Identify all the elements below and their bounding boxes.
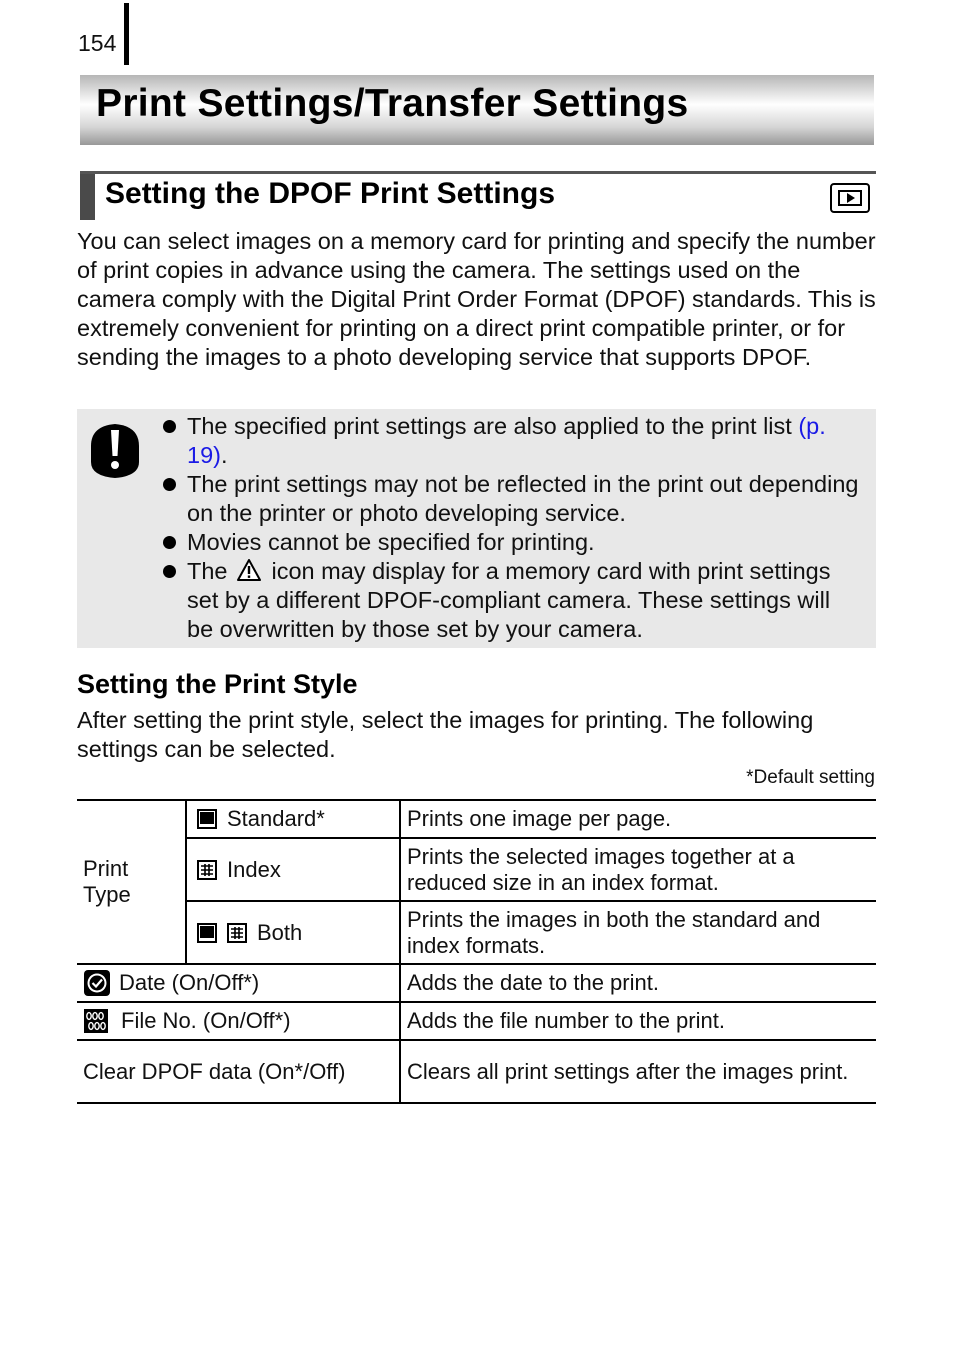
- section-intro: You can select images on a memory card for printing and specify the number of print copies in advance using the camera. The settings used on the camera comply with the Digital Print Order Format (DPOF) standards. This is extremely convenient for printing on a direct print compatible printer, or for sending the images to a photo developing service that supports DPOF.: [77, 228, 876, 370]
- option-label: File No. (On/Off*): [121, 1008, 291, 1033]
- caution-list: [161, 412, 861, 644]
- file-number-icon: [83, 1008, 109, 1034]
- bullet-icon: [163, 420, 176, 433]
- print-style-intro: After setting the print style, select the images for printing. The following settings can be selected.: [77, 707, 814, 762]
- caution-text: Movies cannot be specified for printing.: [187, 529, 595, 555]
- page-number: 154: [78, 30, 117, 56]
- standard-print-icon: [197, 809, 217, 829]
- chapter-title: Print Settings/Transfer Settings: [96, 82, 689, 125]
- playback-mode-icon: [830, 183, 870, 213]
- bullet-icon: [163, 565, 176, 578]
- description-cell: Adds the file number to the print.: [400, 1002, 876, 1040]
- chapter-header: [80, 75, 874, 145]
- table-row: [77, 800, 876, 838]
- option-label: Standard*: [227, 806, 325, 831]
- option-label: Index: [227, 856, 281, 882]
- description-cell: Prints the selected images together at a reduced size in an index format.: [400, 838, 876, 901]
- option-cell: [186, 838, 400, 901]
- caution-item-printer-dependency: [161, 470, 861, 528]
- description-cell: Adds the date to the print.: [400, 964, 876, 1002]
- caution-text-end: icon may display for a memory card with print settings set by a different DPOF-compliant camera. These settings will be overwritten by those set by your camera.: [187, 558, 831, 642]
- table-row: [77, 1002, 876, 1040]
- caution-item-print-list: [161, 412, 861, 470]
- playback-triangle-icon: [847, 193, 855, 203]
- option-cell: [186, 800, 400, 838]
- index-print-icon: [197, 860, 217, 880]
- subsection-title: Setting the Print Style: [77, 669, 358, 699]
- table-row: [77, 1040, 876, 1103]
- standard-print-icon: [197, 923, 217, 943]
- date-icon: [83, 969, 111, 997]
- option-cell: [77, 1040, 400, 1103]
- bullet-icon: [163, 478, 176, 491]
- option-label: Date (On/Off*): [119, 970, 260, 995]
- default-setting-note: *Default setting: [746, 767, 875, 788]
- caution-text-end: .: [220, 442, 228, 468]
- description-cell: Prints one image per page.: [400, 800, 876, 838]
- option-cell: [77, 964, 400, 1002]
- page-number-divider: [124, 3, 129, 65]
- table-row: [77, 901, 876, 964]
- warning-icon: [236, 558, 262, 582]
- bullet-icon: [163, 536, 176, 549]
- playback-mode-icon-screen: [838, 190, 862, 206]
- table-row: [77, 964, 876, 1002]
- print-settings-table: [77, 799, 876, 1104]
- section-rule: [80, 171, 876, 174]
- option-cell: [77, 1002, 400, 1040]
- caution-text: The specified print settings are also applied to the print list: [187, 413, 799, 439]
- caution-icon: [87, 418, 143, 480]
- page-reference-link[interactable]: (p. 19): [187, 413, 826, 468]
- option-cell: [186, 901, 400, 964]
- section-title: Setting the DPOF Print Settings: [105, 177, 556, 210]
- option-label: Clear DPOF data (On*/Off): [83, 1058, 346, 1084]
- option-label: Both: [257, 919, 303, 945]
- caution-box: [77, 409, 876, 648]
- caution-item-movies: [161, 528, 861, 557]
- table-row: [77, 838, 876, 901]
- description-cell: Prints the images in both the standard and index formats.: [400, 901, 876, 964]
- caution-item-warning-icon: [161, 557, 861, 644]
- section-marker: [80, 174, 95, 220]
- index-print-icon: [227, 923, 247, 943]
- caution-text: The: [187, 558, 228, 584]
- description-cell: Clears all print settings after the images print.: [400, 1040, 876, 1103]
- print-type-label-text: Print Type: [83, 856, 131, 907]
- caution-text: The print settings may not be reflected in the print out depending on the printer or photo developing service.: [187, 471, 859, 526]
- print-type-label: [77, 800, 186, 964]
